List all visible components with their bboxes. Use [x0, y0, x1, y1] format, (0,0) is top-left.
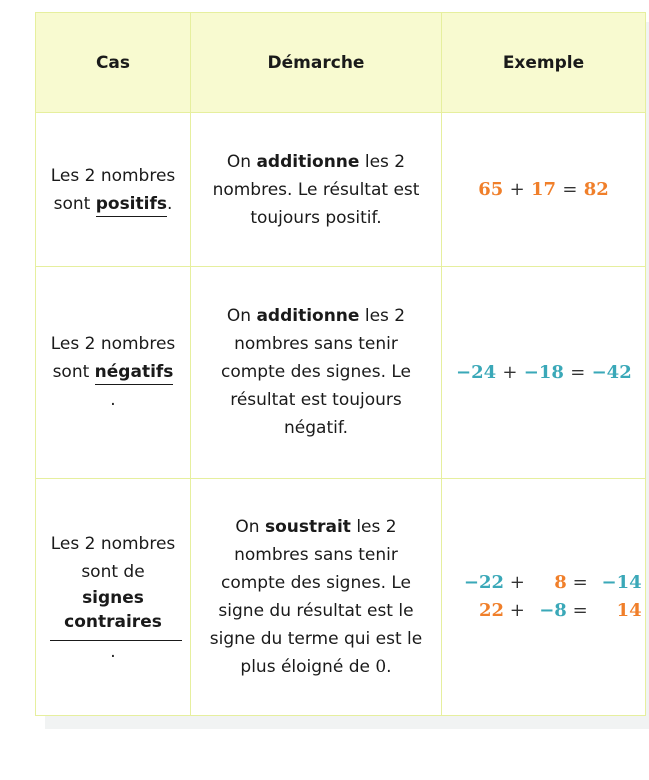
- operand-positive: 8: [554, 571, 567, 593]
- example-equation: [456, 597, 642, 625]
- method-text: On: [235, 516, 265, 537]
- equals-sign: =: [562, 179, 578, 201]
- equals-sign: =: [572, 571, 588, 593]
- case-text: Les 2 nombres sont: [50, 334, 176, 383]
- zero-value: 0: [375, 656, 387, 677]
- header-demarche: Démarche: [191, 13, 442, 113]
- operand-positive: 22: [478, 599, 504, 621]
- operand-negative: −22: [463, 571, 504, 593]
- case-cell: [36, 267, 191, 478]
- example-equation: [456, 569, 642, 597]
- header-row: [36, 13, 646, 113]
- example-cell: [442, 478, 646, 715]
- example-equation: [478, 179, 609, 200]
- method-cell: [191, 113, 442, 267]
- header-exemple: Exemple: [442, 13, 646, 113]
- method-text: les 2 nombres sans tenir compte des signes. Le signe du résultat est le signe du terme qui est le plus éloigné de: [209, 516, 423, 677]
- result-negative: −42: [591, 361, 632, 383]
- plus-sign: +: [509, 179, 525, 201]
- operand-negative: −18: [523, 361, 564, 383]
- case-cell: [36, 113, 191, 267]
- method-cell: [191, 267, 442, 478]
- operand-negative: −8: [539, 599, 567, 621]
- case-period: .: [110, 642, 116, 663]
- case-keyword: négatifs: [95, 360, 174, 385]
- method-cell: [191, 478, 442, 715]
- equals-sign: =: [570, 361, 586, 383]
- method-keyword: additionne: [256, 306, 360, 327]
- plus-sign: +: [509, 571, 525, 593]
- method-text: On: [226, 151, 257, 172]
- header-cas: Cas: [36, 13, 191, 113]
- example-equations: [456, 569, 642, 625]
- table-row: [36, 478, 646, 715]
- result-negative: −14: [601, 571, 642, 593]
- method-period: .: [386, 656, 392, 677]
- example-cell: [442, 113, 646, 267]
- plus-sign: +: [509, 599, 525, 621]
- case-period: .: [110, 390, 116, 411]
- example-equation: [456, 362, 632, 383]
- plus-sign: +: [502, 361, 518, 383]
- table-row: [36, 267, 646, 478]
- method-text: On: [226, 306, 257, 327]
- result-positive: 14: [616, 599, 642, 621]
- case-cell: [36, 478, 191, 715]
- operand-positive: 65: [478, 179, 504, 201]
- case-period: .: [166, 193, 173, 214]
- method-text: les 2 nombres. Le résultat est toujours positif.: [212, 151, 420, 228]
- case-text: Les 2 nombres sont de: [50, 534, 176, 583]
- case-keyword: positifs: [96, 192, 167, 217]
- example-cell: [442, 267, 646, 478]
- operand-negative: −24: [456, 361, 497, 383]
- sign-rules-table: [35, 12, 646, 716]
- table-row: [36, 113, 646, 267]
- operand-positive: 17: [530, 179, 557, 201]
- result-positive: 82: [583, 179, 609, 201]
- method-text: les 2 nombres sans tenir compte des signes. Le résultat est toujours négatif.: [220, 306, 412, 439]
- method-keyword: additionne: [256, 151, 360, 172]
- case-text: Les 2 nombres sont: [50, 165, 176, 214]
- equals-sign: =: [572, 599, 588, 621]
- case-keyword: signes contraires: [64, 588, 162, 633]
- method-keyword: soustrait: [264, 516, 351, 537]
